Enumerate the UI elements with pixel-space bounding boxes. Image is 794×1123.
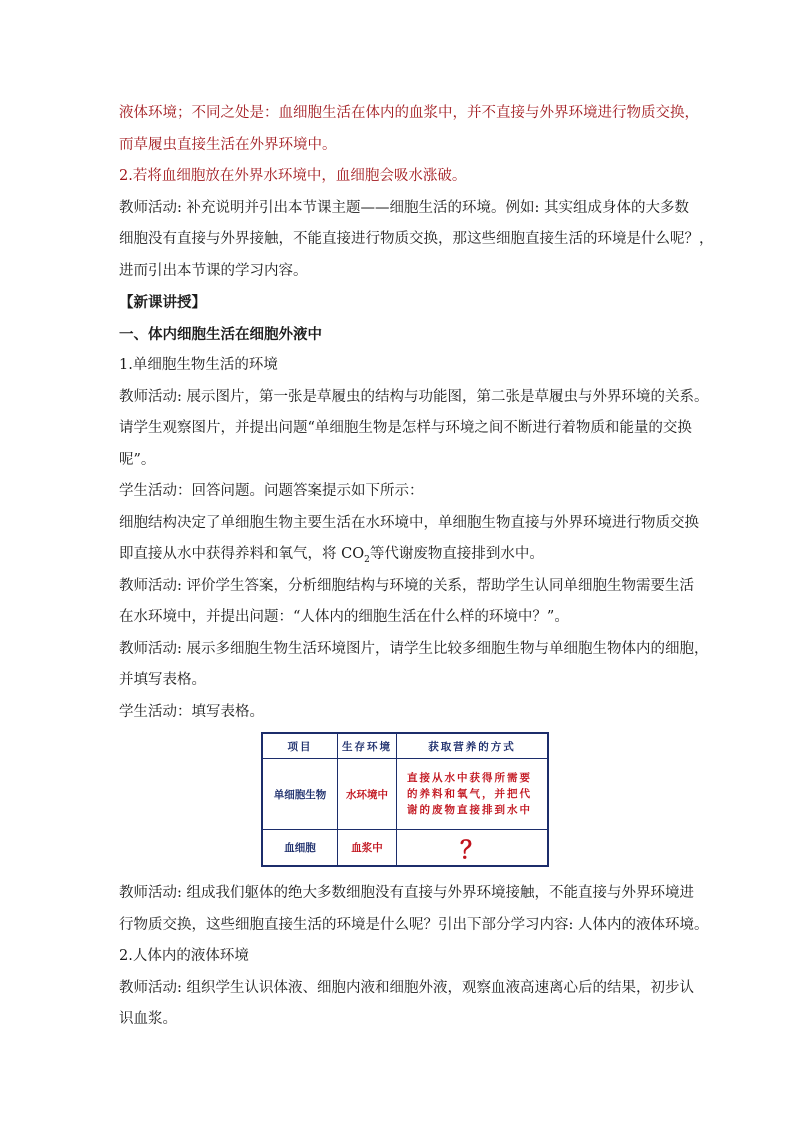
paragraph-line: 学生活动：填写表格。 [119, 703, 264, 720]
text-span: 即直接从水中获得养料和氧气，将 CO [119, 546, 365, 562]
table-cell: 血浆中 [338, 830, 397, 867]
document-body [119, 98, 714, 1036]
comparison-table-figure [119, 732, 689, 864]
table-header-cell: 项目 [262, 733, 338, 759]
paragraph-line: 进而引出本节课的学习内容。 [119, 262, 308, 279]
paragraph-line: 液体环境；不同之处是：血细胞生活在体内的血浆中，并不直接与外界环境进行物质交换， [119, 105, 699, 121]
paragraph-line: 教师活动: 组织学生认识体液、细胞内液和细胞外液，观察血液高速离心后的结果，初步认 [119, 979, 694, 996]
paragraph-line: 教师活动: 组成我们躯体的绝大多数细胞没有直接与外界环境接触，不能直接与外界环境进 [119, 885, 694, 901]
paragraph-line: 并填写表格。 [119, 672, 206, 688]
table-header-cell: 生存环境 [338, 733, 397, 759]
subsection-title: 1.单细胞生物生活的环境 [119, 357, 278, 373]
subsection-title: 2.人体内的液体环境 [119, 948, 249, 964]
paragraph-line: 2.若将血细胞放在外界水环境中，血细胞会吸水涨破。 [119, 168, 467, 184]
paragraph-line: 而草履虫直接生活在外界环境中。 [119, 136, 337, 153]
paragraph-line [119, 539, 689, 571]
paragraph-line: 细胞没有直接与外界接触，不能直接进行物质交换，那这些细胞直接生活的环境是什么呢？， [119, 231, 714, 247]
comparison-table [261, 732, 549, 867]
paragraph-line: 学生活动：回答问题。问题答案提示如下所示： [119, 483, 424, 499]
paragraph-line: 行物质交换，这些细胞直接生活的环境是什么呢？引出下部分学习内容: 人体内的液体环境。 [119, 916, 709, 933]
paragraph-line: 呢”。 [119, 451, 156, 468]
subscript: 2 [364, 554, 370, 565]
table-row [262, 759, 548, 830]
table-header-row [262, 733, 548, 759]
table-row [262, 830, 548, 867]
subsection-heading: 一、体内细胞生活在细胞外液中 [119, 325, 322, 343]
paragraph-line: 教师活动: 展示图片，第一张是草履虫的结构与功能图，第二张是草履虫与外界环境的关系。 [119, 388, 709, 405]
table-header-cell: 获取营养的方式 [397, 733, 549, 759]
table-cell: 血细胞 [262, 830, 338, 867]
text-span: 等代谢废物直接排到水中。 [369, 546, 544, 562]
paragraph-line: 教师活动: 展示多细胞生物生活环境图片，请学生比较多细胞生物与单细胞生物体内的细胞， [119, 640, 709, 657]
paragraph-line: 细胞结构决定了单细胞生物主要生活在水环境中，单细胞生物直接与外界环境进行物质交换 [119, 514, 699, 531]
table-cell: 水环境中 [338, 759, 397, 830]
table-cell: 单细胞生物 [262, 759, 338, 830]
paragraph-line: 教师活动: 补充说明并引出本节课主题——细胞生活的环境。例如: 其实组成身体的大多数 [119, 199, 689, 216]
question-mark-cell: ？ [397, 830, 549, 867]
paragraph-line: 教师活动: 评价学生答案，分析细胞结构与环境的关系，帮助学生认同单细胞生物需要生活 [119, 577, 694, 594]
paragraph-line: 请学生观察图片，并提出问题“单细胞生物是怎样与环境之间不断进行着物质和能量的交换 [119, 420, 692, 436]
table-cell: 直接从水中获得所需要的养料和氧气，并把代谢的废物直接排到水中 [397, 759, 549, 830]
section-heading: 【新课讲授】 [119, 294, 206, 311]
paragraph-line: 在水环境中，并提出问题：“人体内的细胞生活在什么样的环境中？”。 [119, 609, 569, 625]
paragraph-line: 识血浆。 [119, 1011, 177, 1027]
